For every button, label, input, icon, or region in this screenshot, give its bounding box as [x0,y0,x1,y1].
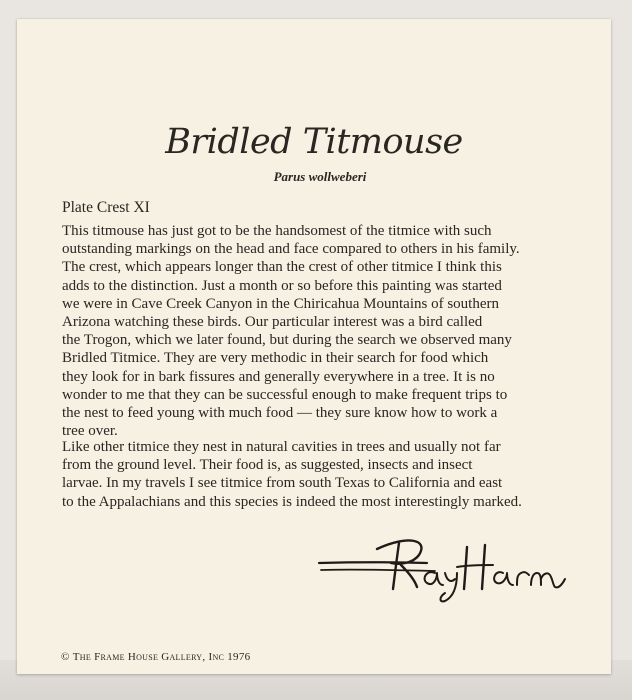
paragraph-1 [62,222,582,440]
plate-label: Plate Crest XI [62,199,150,216]
paragraph-line: Bridled Titmice. They are very methodic in their search for food which [62,350,489,367]
scientific-name: Parus wollweberi [273,169,367,184]
paragraph-line: to the Appalachians and this species is indeed the most interestingly marked. [62,493,522,510]
signature [317,529,577,609]
paragraph-line: they look for in bark fissures and generally everywhere in a tree. It is no [62,368,495,385]
paragraph-line: The crest, which appears longer than the crest of other titmice I think this [62,259,502,276]
paragraph-line: outstanding markings on the head and face compared to others in his family. [62,241,520,258]
paragraph-line: the nest to feed young with much food — they sure know how to work a [62,405,498,422]
paragraph-line: from the ground level. Their food is, as suggested, insects and insect [62,457,473,474]
paragraph-line: the Trogon, which we later found, but during the search we observed many [62,332,512,349]
paragraph-line: Arizona watching these birds. Our particular interest was a bird called [62,314,483,331]
paragraph-2 [62,438,582,511]
document-title: Bridled Titmouse [165,122,463,162]
copyright-line [61,651,250,663]
paragraph-line: This titmouse has just got to be the handsomest of the titmice with such [62,223,492,239]
copyright-holder: The Frame House Gallery, Inc [72,651,225,663]
paragraph-line: adds to the distinction. Just a month or so before this painting was started [62,277,502,294]
document-sheet [17,19,611,674]
paragraph-line: Like other titmice they nest in natural cavities in trees and usually not far [62,439,501,455]
paragraph-line: larvae. In my travels I see titmice from south Texas to California and east [62,475,503,492]
paragraph-line: wonder to me that they can be successful enough to make frequent trips to [62,386,508,403]
copyright-year: 1976 [227,651,251,663]
copyright-icon: © [61,651,70,663]
paragraph-line: we were in Cave Creek Canyon in the Chiricahua Mountains of southern [62,295,499,312]
paragraph-line: tree over. [62,423,118,440]
